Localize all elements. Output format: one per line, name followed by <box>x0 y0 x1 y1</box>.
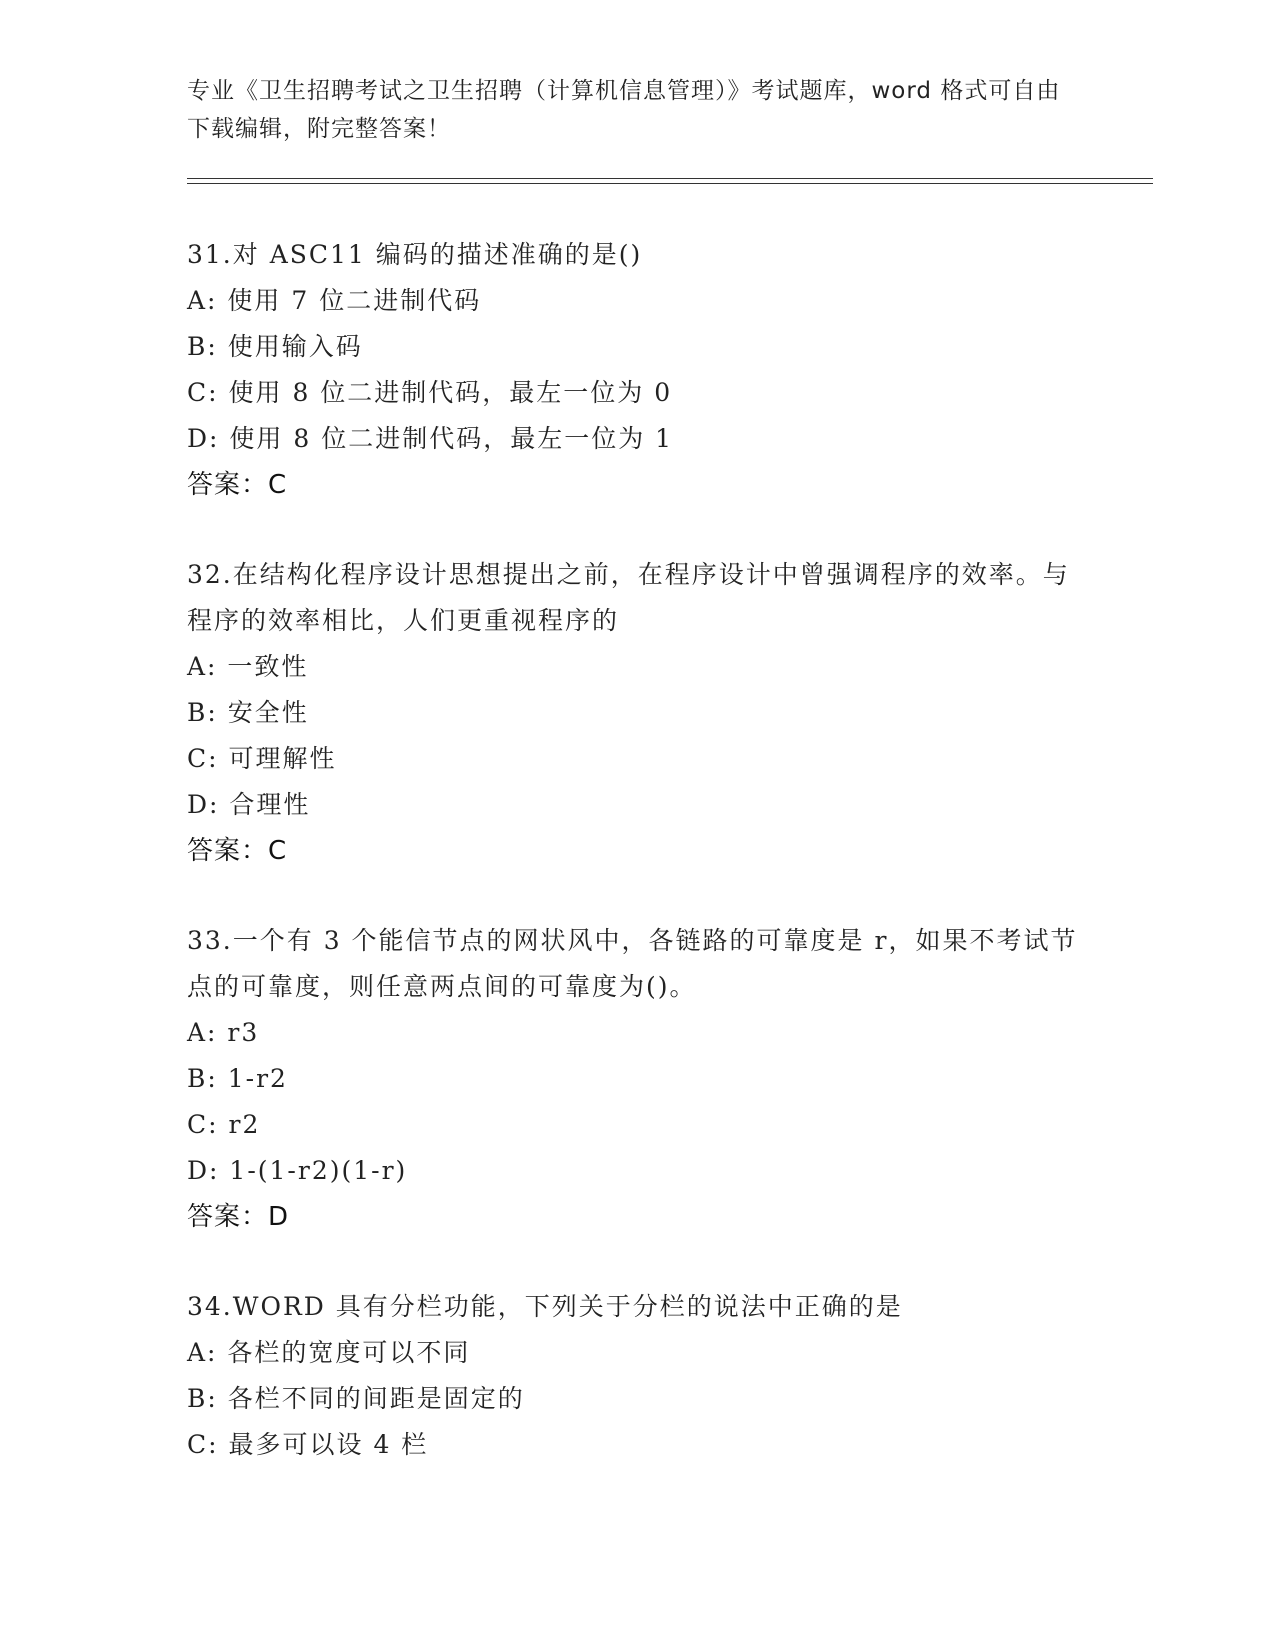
option-d: D: 1-(1-r2)(1-r) <box>187 1156 408 1185</box>
header-rule-bottom <box>187 183 1153 184</box>
question-stem: 33.一个有 3 个能信节点的网状风中，各链路的可靠度是 r，如果不考试节点的可靠度，则任意两点间的可靠度为()。 <box>187 926 1078 1001</box>
option-a: A: r3 <box>187 1018 260 1047</box>
option-c: C: 使用 8 位二进制代码，最左一位为 0 <box>187 378 673 407</box>
document-header: 专业《卫生招聘考试之卫生招聘（计算机信息管理）》考试题库，word 格式可自由下载编辑，附完整答案！ <box>187 78 1061 142</box>
header-rule-top <box>187 178 1153 179</box>
option-a: A: 使用 7 位二进制代码 <box>187 286 482 315</box>
option-a: A: 各栏的宽度可以不同 <box>187 1338 471 1367</box>
option-c: C: 可理解性 <box>187 744 337 773</box>
question-stem: 32.在结构化程序设计思想提出之前，在程序设计中曾强调程序的效率。与程序的效率相比，人们更重视程序的 <box>187 560 1070 635</box>
option-a: A: 一致性 <box>187 652 309 681</box>
option-b: B: 1-r2 <box>187 1064 288 1093</box>
option-d: D: 合理性 <box>187 790 311 819</box>
option-c: C: 最多可以设 4 栏 <box>187 1430 429 1459</box>
question-33 <box>187 918 1087 1240</box>
option-b: B: 各栏不同的间距是固定的 <box>187 1384 525 1413</box>
question-32 <box>187 552 1087 874</box>
answer-line: 答案：C <box>187 836 288 866</box>
option-d: D: 使用 8 位二进制代码，最左一位为 1 <box>187 424 674 453</box>
question-31 <box>187 232 1087 508</box>
question-list <box>187 232 1087 1512</box>
answer-line: 答案：D <box>187 1202 290 1232</box>
option-b: B: 安全性 <box>187 698 309 727</box>
question-stem: 34.WORD 具有分栏功能，下列关于分栏的说法中正确的是 <box>187 1292 903 1321</box>
answer-line: 答案：C <box>187 470 288 500</box>
option-c: C: r2 <box>187 1110 261 1139</box>
question-stem: 31.对 ASC11 编码的描述准确的是() <box>187 240 643 269</box>
option-b: B: 使用输入码 <box>187 332 363 361</box>
question-34 <box>187 1284 1087 1468</box>
